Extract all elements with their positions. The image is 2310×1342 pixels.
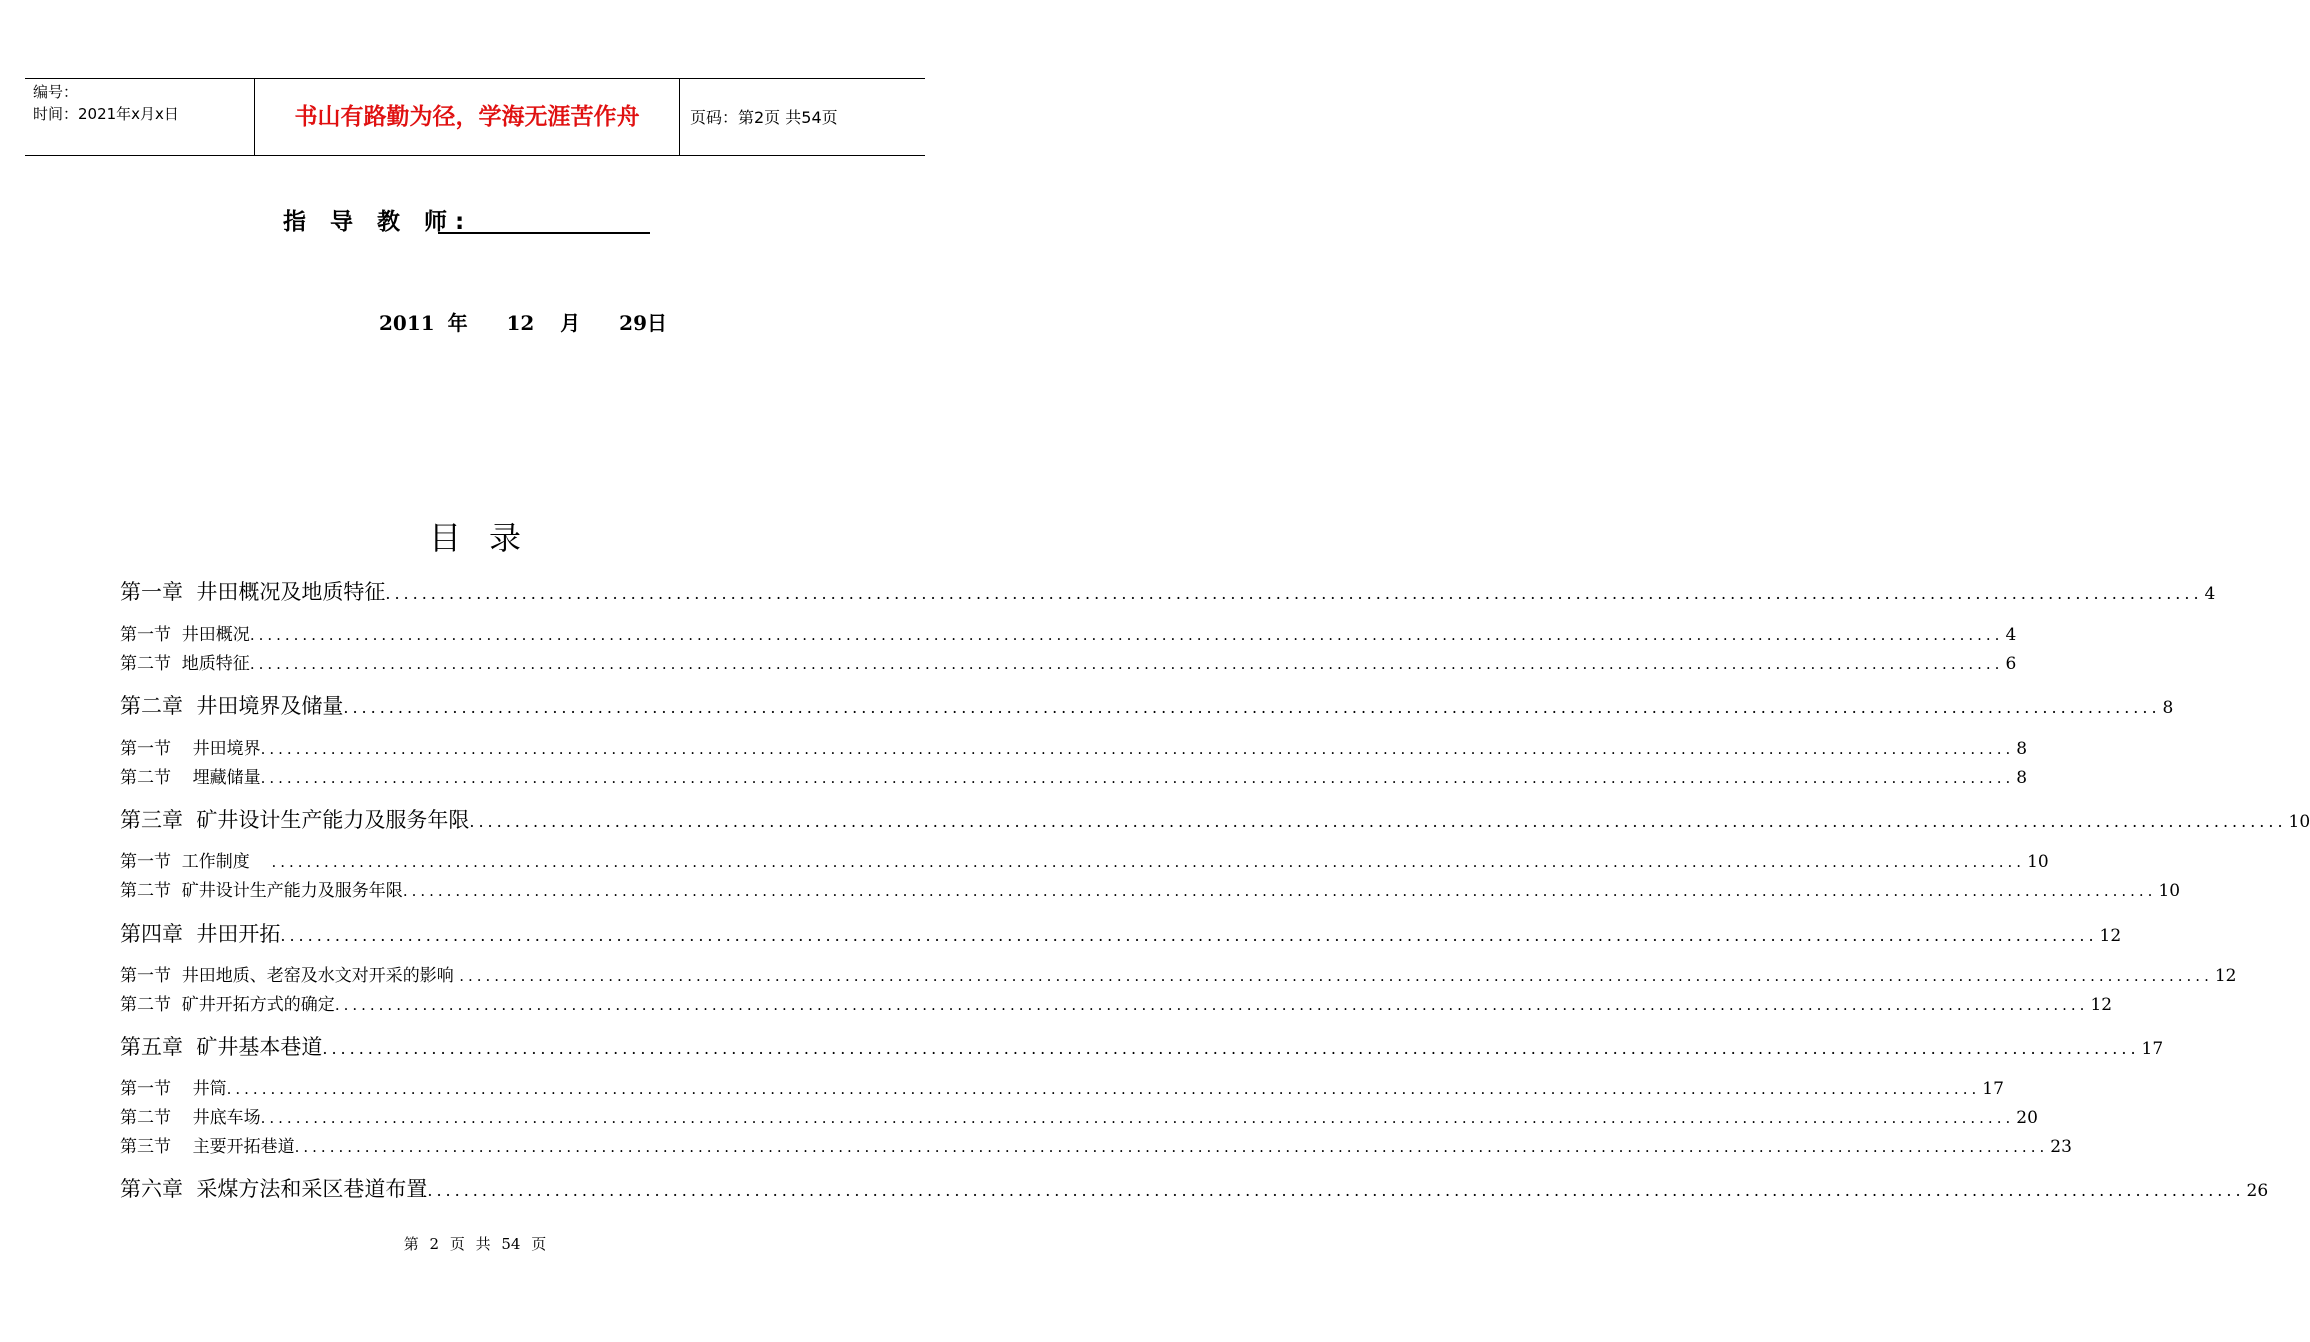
- toc-entry-page: 26: [2246, 1181, 2269, 1201]
- toc-entry-label: 第一节 井筒: [120, 1079, 227, 1099]
- toc-section-entry: [120, 1132, 2072, 1157]
- toc-section-entry: [120, 876, 2181, 901]
- toc-entry-page: 8: [2016, 768, 2028, 788]
- document-time-label: 时间：2021年x月x日: [33, 105, 179, 123]
- toc-leader-dots: ........................................................................................................................................................................................................: [260, 1109, 2015, 1127]
- toc-entry-page: 20: [2016, 1108, 2038, 1128]
- advisor-label: 指 导 教 师:: [283, 209, 473, 235]
- toc-chapter-entry: [120, 576, 2216, 606]
- toc-entry-label: 第一章 井田概况及地质特征: [120, 580, 386, 604]
- toc-chapter-entry: [120, 804, 2310, 834]
- toc-leader-dots: ........................................................................................................................................................................................................: [402, 882, 2157, 900]
- toc-entry-page: 4: [2204, 584, 2216, 604]
- toc-leader-dots: ........................................................................................................................................................................................................: [334, 996, 2089, 1014]
- toc-leader-dots: ........................................................................................................................................................................................................: [469, 812, 2287, 831]
- toc-entry-page: 10: [2027, 852, 2049, 872]
- toc-entry-page: 6: [2005, 654, 2017, 674]
- toc-leader-dots: ........................................................................................................................................................................................................: [322, 1039, 2140, 1058]
- toc-leader-dots: ........................................................................................................................................................................................................: [249, 626, 2004, 644]
- toc-leader-dots: ........................................................................................................................................................................................................: [271, 853, 2026, 871]
- document-number-label: 编号：: [33, 83, 79, 101]
- toc-entry-label: 第五章 矿井基本巷道: [120, 1035, 323, 1059]
- toc-entry-label: 第二章 井田境界及储量: [120, 694, 344, 718]
- toc-entry-label: 第二节 埋藏储量: [120, 768, 261, 788]
- toc-entry-label: 第六章 采煤方法和采区巷道布置: [120, 1177, 428, 1201]
- toc-leader-dots: ........................................................................................................................................................................................................: [294, 1138, 2049, 1156]
- toc-chapter-entry: [120, 1173, 2269, 1203]
- header-left-cell: [25, 79, 254, 155]
- toc-title: 目录: [428, 519, 549, 557]
- toc-entry-label: 第四章 井田开拓: [120, 922, 281, 946]
- toc-chapter-entry: [120, 1031, 2164, 1061]
- toc-leader-dots: ........................................................................................................................................................................................................: [260, 769, 2015, 787]
- toc-leader-dots: ........................................................................................................................................................................................................: [260, 740, 2015, 758]
- toc-chapter-entry: [120, 690, 2174, 720]
- toc-chapter-entry: [120, 918, 2122, 948]
- toc-section-entry: [120, 734, 2028, 759]
- toc-leader-dots: ........................................................................................................................................................................................................: [249, 655, 2004, 673]
- toc-entry-page: 12: [2099, 926, 2122, 946]
- toc-entry-page: 12: [2090, 995, 2113, 1015]
- page-header: [25, 78, 925, 156]
- toc-leader-dots: ........................................................................................................................................................................................................: [226, 1080, 1981, 1098]
- toc-section-entry: [120, 961, 2237, 986]
- toc-entry-label: 第一节 井田地质、老窑及水文对开采的影响: [120, 966, 460, 986]
- toc-section-entry: [120, 1103, 2038, 1128]
- toc-section-entry: [120, 763, 2028, 788]
- toc-section-entry: [120, 620, 2017, 645]
- toc-entry-label: 第二节 矿井开拓方式的确定: [120, 995, 335, 1015]
- advisor-signature-line: [438, 232, 650, 234]
- toc-entry-label: 第一节 工作制度: [120, 852, 272, 872]
- toc-entry-page: 12: [2214, 966, 2237, 986]
- toc-entry-page: 8: [2162, 698, 2174, 718]
- toc-entry-page: 17: [2141, 1039, 2164, 1059]
- page-footer: 第 2 页 共 54 页: [403, 1235, 547, 1253]
- toc-entry-label: 第二节 地质特征: [120, 654, 250, 674]
- toc-entry-page: 10: [2288, 812, 2310, 832]
- toc-leader-dots: ........................................................................................................................................................................................................: [459, 967, 2213, 985]
- toc-entry-page: 8: [2016, 739, 2028, 759]
- toc-entry-page: 10: [2158, 881, 2181, 901]
- toc-section-entry: [120, 649, 2017, 674]
- toc-entry-label: 第一节 井田概况: [120, 625, 250, 645]
- toc-entry-label: 第二节 矿井设计生产能力及服务年限: [120, 881, 403, 901]
- toc-entry-label: 第一节 井田境界: [120, 739, 261, 759]
- toc-section-entry: [120, 847, 2049, 872]
- toc-entry-page: 4: [2005, 625, 2017, 645]
- header-page-info: 页码：第2页 共54页: [690, 108, 838, 127]
- toc-entry-label: 第三节 主要开拓巷道: [120, 1137, 295, 1157]
- toc-leader-dots: ........................................................................................................................................................................................................: [385, 584, 2203, 603]
- toc-section-entry: [120, 990, 2113, 1015]
- header-motto: 书山有路勤为径，学海无涯苦作舟: [254, 79, 680, 155]
- toc-entry-page: 23: [2050, 1137, 2072, 1157]
- document-date: 2011 年 12 月 29日: [379, 311, 667, 335]
- toc-section-entry: [120, 1074, 2004, 1099]
- toc-leader-dots: ........................................................................................................................................................................................................: [427, 1181, 2245, 1200]
- toc-entry-label: 第三章 矿井设计生产能力及服务年限: [120, 808, 470, 832]
- toc-entry-page: 17: [1982, 1079, 2004, 1099]
- toc-leader-dots: ........................................................................................................................................................................................................: [280, 926, 2098, 945]
- toc-leader-dots: ........................................................................................................................................................................................................: [343, 698, 2161, 717]
- toc-entry-label: 第二节 井底车场: [120, 1108, 261, 1128]
